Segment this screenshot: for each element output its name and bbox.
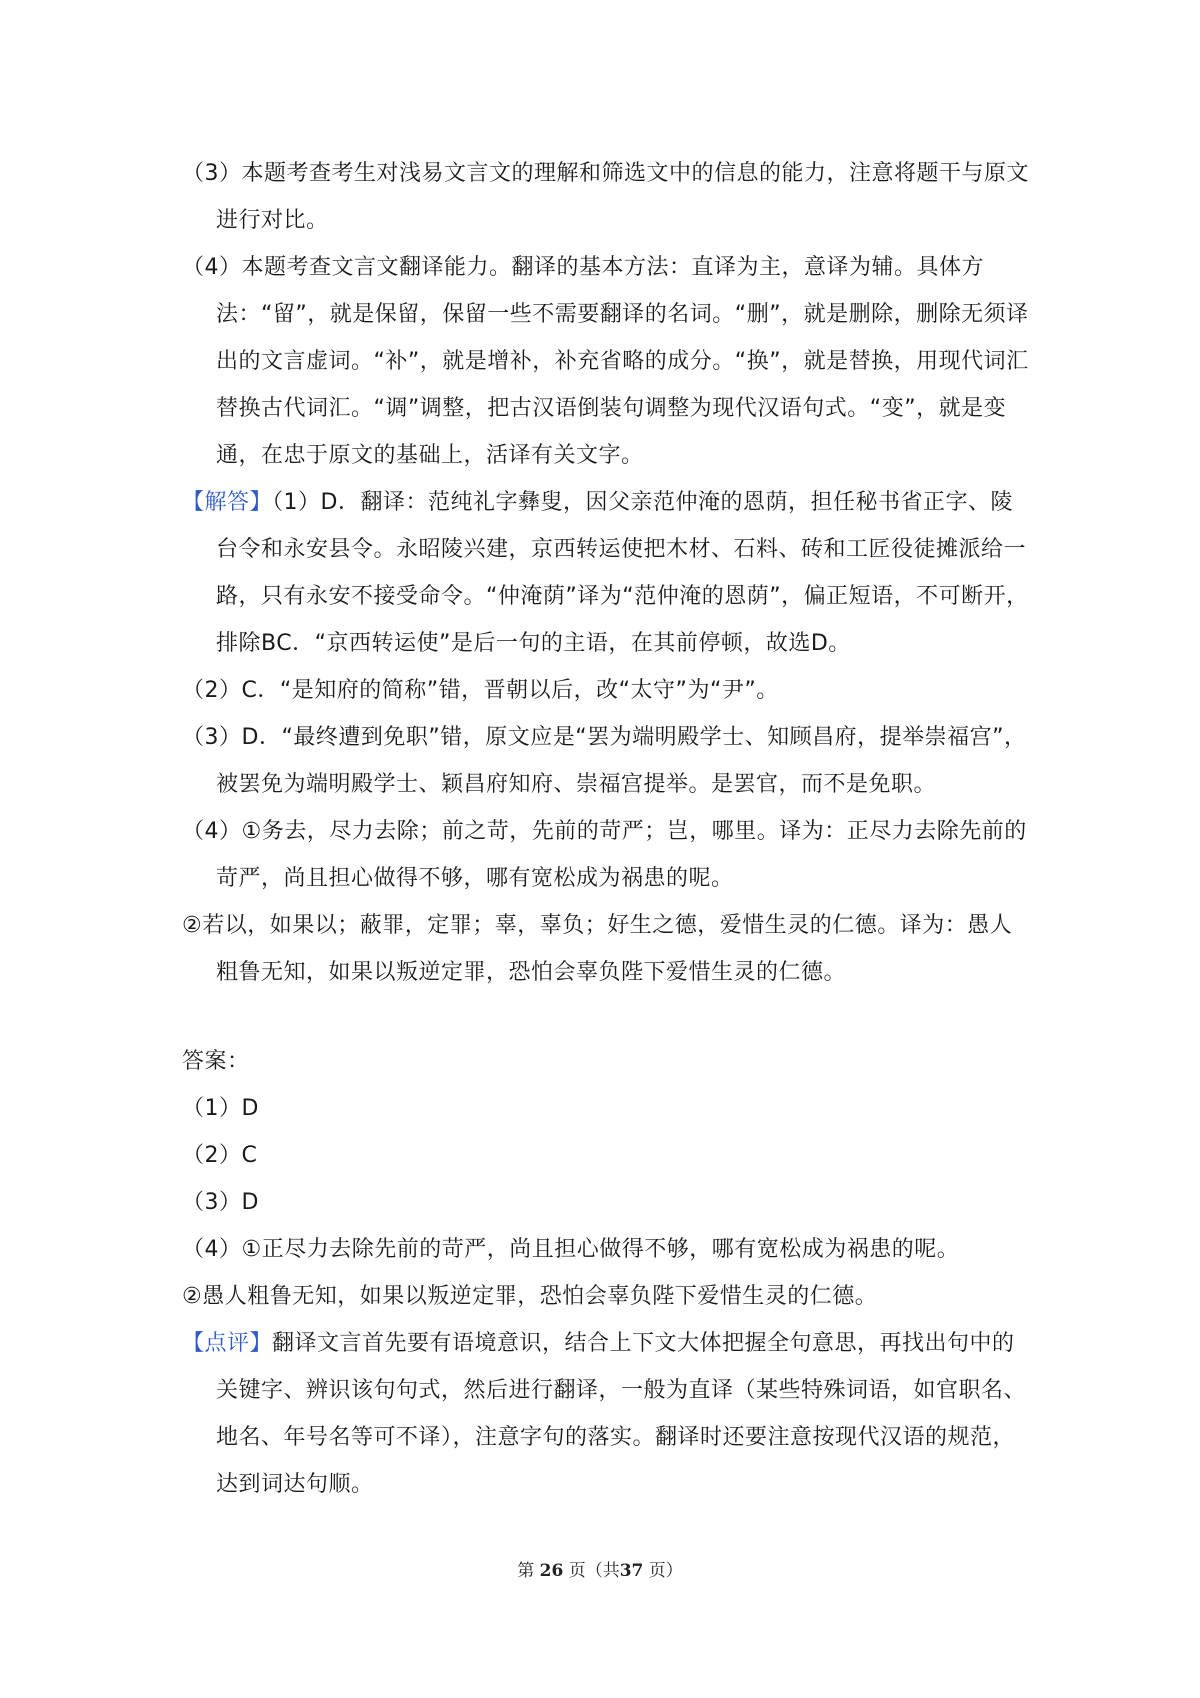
answer-q1 [182,479,1032,667]
answer-tag: 【解答】 [182,490,273,515]
answer-q3: （3）D．“最终遭到免职”错，原文应是“罢为端明殿学士、知顾昌府，提举崇福宫”，被罢免为端明殿学士、颖昌府知府、崇福宫提举。是罢官，而不是免职。 [182,725,1027,797]
final-answer-4-part1: （4）①正尽力去除先前的苛严，尚且担心做得不够，哪有宽松成为祸患的呢。 [182,1237,960,1262]
final-answer-3: （3）D [182,1190,259,1215]
final-answers-heading: 答案： [182,1049,250,1074]
answer-q4-part2: ②若以，如果以；蔽罪，定罪；辜，辜负；好生之德，爱惜生灵的仁德。译为：愚人粗鲁无知，如果以叛逆定罪，恐怕会辜负陛下爱惜生灵的仁德。 [182,913,1013,985]
page-content [182,150,1032,1508]
footer-suffix: 页） [648,1561,683,1581]
footer-total-pages: 37 [619,1561,644,1581]
analysis-point-3: （3）本题考查考生对浅易文言文的理解和筛选文中的信息的能力，注意将题干与原文进行对比。 [182,161,1029,233]
page-footer [0,1556,1200,1581]
footer-prefix: 第 [517,1561,535,1581]
footer-middle: 页（共 [568,1561,620,1581]
comment-tag: 【点评】 [182,1331,273,1356]
final-answer-1: （1）D [182,1096,259,1121]
answer-q2: （2）C．“是知府的简称”错，晋朝以后，改“太守”为“尹”。 [182,678,779,703]
comment-text: 翻译文言首先要有语境意识，结合上下文大体把握全句意思，再找出句中的关键字、辨识该句句式，然后进行翻译，一般为直译（某些特殊词语，如官职名、地名、年号名等可不译），注意字句的落实。翻译时还要注意按现代汉语的规范，达到词达句顺。 [216,1331,1027,1497]
answer-q4-part1: （4）①务去，尽力去除；前之苛，先前的苛严；岂，哪里。译为：正尽力去除先前的苛严，尚且担心做得不够，哪有宽松成为祸患的呢。 [182,819,1027,891]
final-answer-2: （2）C [182,1143,258,1168]
analysis-point-4: （4）本题考查文言文翻译能力。翻译的基本方法：直译为主，意译为辅。具体方法：“留”，就是保留，保留一些不需要翻译的名词。“删”，就是删除，删除无须译出的文言虚词。“补”，就是增补，补充省略的成分。“换”，就是替换，用现代词汇替换古代词汇。“调”调整，把古汉语倒装句调整为现代汉语句式。“变”，就是变通，在忠于原文的基础上，活译有关文字。 [182,255,1029,468]
footer-page-number: 26 [539,1561,564,1581]
comment [182,1320,1032,1508]
answer-q1-text: （1）D．翻译：范纯礼字彝叟，因父亲范仲淹的恩荫，担任秘书省正字、陵台令和永安县令。永昭陵兴建，京西转运使把木材、石料、砖和工匠役徒摊派给一路，只有永安不接受命令。“仲淹荫”译为“范仲淹的恩荫”，偏正短语，不可断开，排除BC．“京西转运使”是后一句的主语，在其前停顿，故选D。 [216,490,1029,656]
final-answer-4-part2: ②愚人粗鲁无知，如果以叛逆定罪，恐怕会辜负陛下爱惜生灵的仁德。 [182,1284,878,1309]
